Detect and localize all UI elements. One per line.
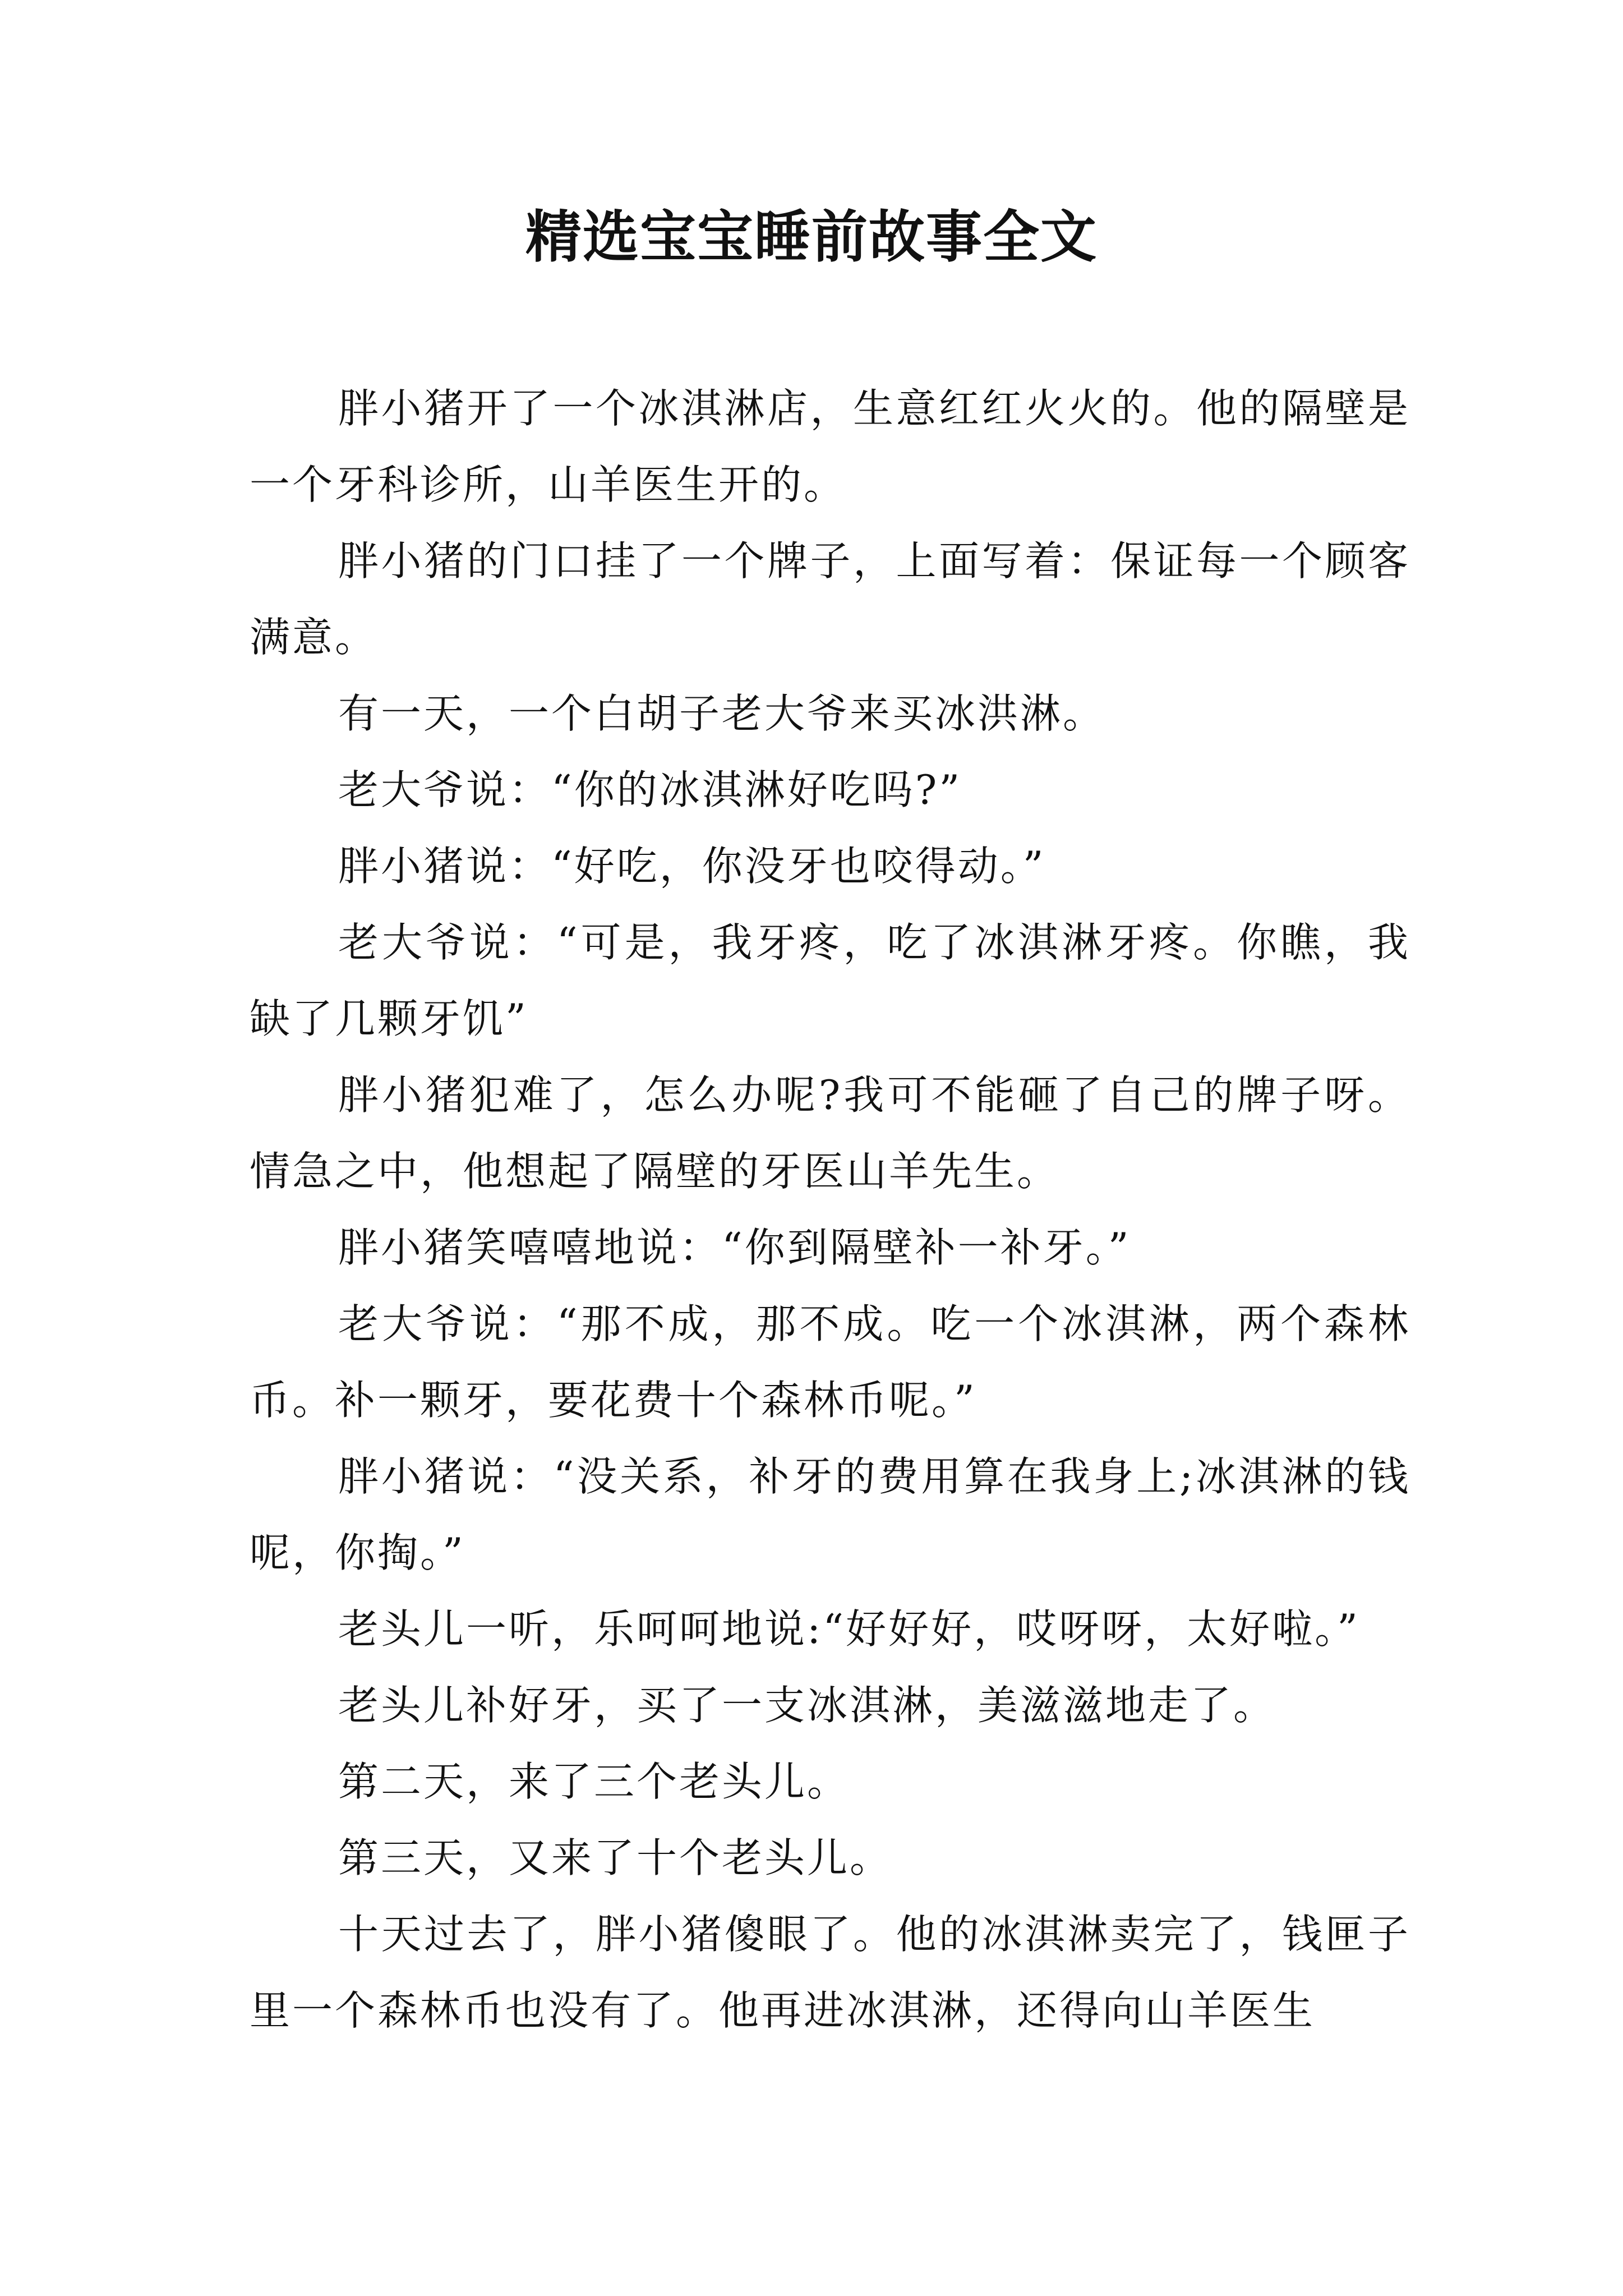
paragraph: 胖小猪开了一个冰淇淋店，生意红红火火的。他的隔壁是一个牙科诊所，山羊医生开的。 xyxy=(250,385,1410,508)
story-body xyxy=(250,370,1410,2049)
paragraph: 老头儿一听，乐呵呵地说:“好好好，哎呀呀，太好啦。” xyxy=(338,1605,1360,1653)
paragraph: 胖小猪说：“没关系，补牙的费用算在我身上;冰淇淋的钱呢，你掏。” xyxy=(250,1453,1410,1576)
paragraph: 老大爷说：“你的冰淇淋好吃吗?” xyxy=(338,766,962,813)
document-title: 精选宝宝睡前故事全文 xyxy=(525,204,1098,270)
paragraph: 第三天，又来了十个老头儿。 xyxy=(338,1834,893,1881)
paragraph: 老头儿补好牙，买了一支冰淇淋，美滋滋地走了。 xyxy=(338,1682,1276,1729)
paragraph: 老大爷说：“那不成，那不成。吃一个冰淇淋，两个森林币。补一颗牙，要花费十个森林币呢。” xyxy=(250,1300,1410,1424)
paragraph: 胖小猪犯难了，怎么办呢?我可不能砸了自己的牌子呀。情急之中，他想起了隔壁的牙医山羊先生。 xyxy=(250,1071,1410,1195)
paragraph: 有一天，一个白胡子老大爷来买冰洪淋。 xyxy=(338,690,1106,737)
paragraph: 老大爷说：“可是，我牙疼，吃了冰淇淋牙疼。你瞧，我缺了几颗牙饥” xyxy=(250,919,1410,1042)
paragraph: 十天过去了，胖小猪傻眼了。他的冰淇淋卖完了，钱匣子里一个森林币也没有了。他再进冰淇淋，还得向山羊医生 xyxy=(250,1911,1410,2034)
paragraph: 第二天，来了三个老头儿。 xyxy=(338,1758,850,1805)
paragraph: 胖小猪说：“好吃，你没牙也咬得动。” xyxy=(338,843,1046,890)
paragraph: 胖小猪笑嘻嘻地说：“你到隔壁补一补牙。” xyxy=(338,1224,1131,1271)
paragraph: 胖小猪的门口挂了一个牌子，上面写着：保证每一个顾客满意。 xyxy=(250,537,1410,661)
